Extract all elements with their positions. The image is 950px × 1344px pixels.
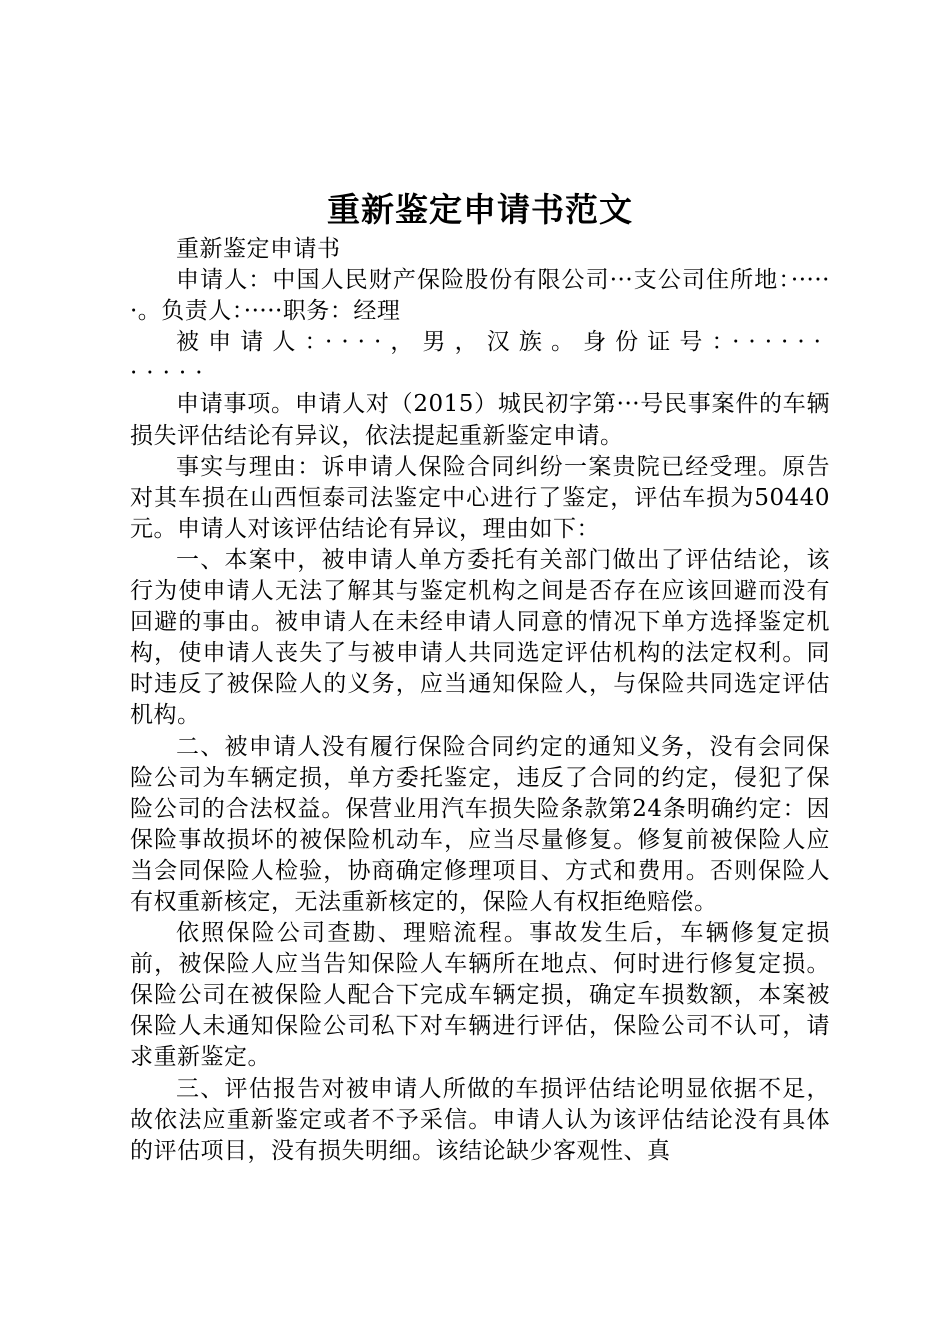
paragraph-heading: 重新鉴定申请书 [176, 236, 341, 262]
paragraph-reason-one: 一、本案中，被申请人单方委托有关部门做出了评估结论，该行为使申请人无法了解其与鉴定机构之间是否存在应该回避而没有回避的事由。被申请人在未经申请人同意的情况下单方选择鉴定机构，使申请人丧失了与被申请人共同选定评估机构的法定权利。同时违反了被保险人的义务，应当通知保险人，与保险共同选定评估机构。 [130, 546, 830, 729]
paragraph-claims-process: 依照保险公司查勘、理赔流程。事故发生后，车辆修复定损前，被保险人应当告知保险人车辆所在地点、何时进行修复定损。保险公司在被保险人配合下完成车辆定损，确定车损数额，本案被保险人未通知保险公司私下对车辆进行评估，保险公司不认可，请求重新鉴定。 [130, 920, 830, 1071]
paragraph-reason-two: 二、被申请人没有履行保险合同约定的通知义务，没有会同保险公司为车辆定损，单方委托鉴定，违反了合同的约定，侵犯了保险公司的合法权益。保营业用汽车损失险条款第24条明确约定：因保险事故损坏的被保险机动车，应当尽量修复。修复前被保险人应当会同保险人检验，协商确定修理项目、方式和费用。否则保险人有权重新核定，无法重新核定的，保险人有权拒绝赔偿。 [130, 733, 830, 915]
paragraph-reason-three: 三、评估报告对被申请人所做的车损评估结论明显依据不足，故依法应重新鉴定或者不予采信。申请人认为该评估结论没有具体的评估项目，没有损失明细。该结论缺少客观性、真 [130, 1075, 830, 1164]
paragraph-applicant: 申请人：中国人民财产保险股份有限公司···支公司住所地：······。负责人：·····职务：经理 [130, 267, 830, 325]
paragraph-facts: 事实与理由：诉申请人保险合同纠纷一案贵院已经受理。原告对其车损在山西恒泰司法鉴定中心进行了鉴定，评估车损为50440元。申请人对该评估结论有异议，理由如下： [130, 453, 830, 542]
paragraph-request: 申请事项。申请人对（2015）城民初字第···号民事案件的车辆损失评估结论有异议，依法提起重新鉴定申请。 [130, 391, 830, 449]
document-page [130, 186, 830, 1167]
paragraph-respondent: 被申请人：····，男，汉族。身份证号：··········· [130, 329, 830, 387]
document-title: 重新鉴定申请书范文 [327, 190, 633, 229]
